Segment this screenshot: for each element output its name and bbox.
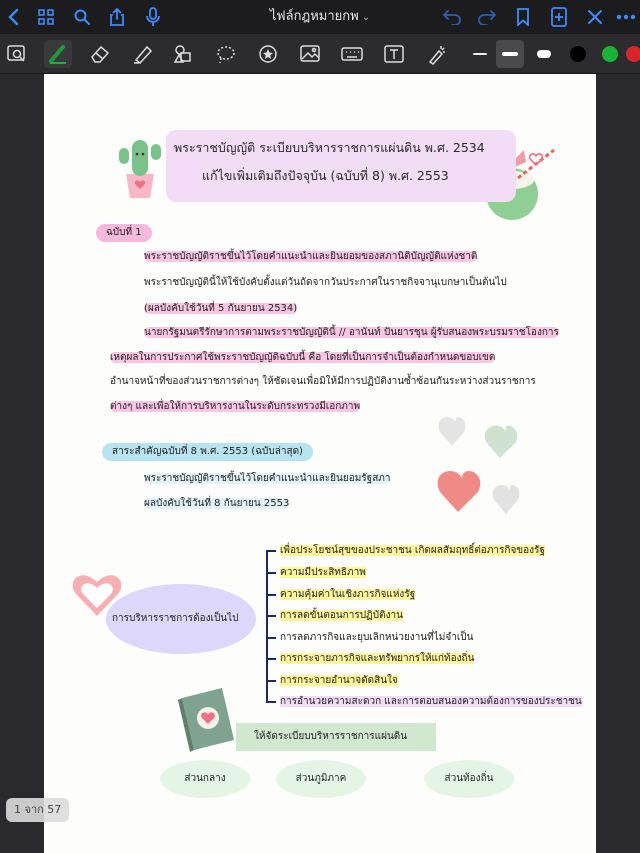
stroke-medium-button[interactable] (496, 40, 524, 68)
search-icon[interactable] (70, 5, 94, 29)
bracket-tick (266, 594, 276, 596)
mindmap-center-label: การบริหารราชการต้องเป็นไป (112, 613, 239, 624)
summary-label: ให้จัดระเบียบบริหารราชการแผ่นดิน (254, 731, 408, 742)
section1-line: พระราชบัญญัติราชขึ้นไว้โดยคำแนะนำและยินยอมของสภานิติบัญญัติแห่งชาติ (144, 251, 478, 262)
mindmap-branch: ความมีประสิทธิภาพ (280, 567, 366, 578)
section2-line: พระราชบัญญัติราชขึ้นไว้โดยคำแนะนำและยินยอมรัฐสภา (144, 473, 391, 484)
mindmap-branch: การกระจายภารกิจและทรัพยากรให้แก่ท้องถิ่น (280, 653, 475, 664)
mindmap-branch: การลดภารกิจและยุบเลิกหน่วยงานที่ไม่จำเป็น (280, 632, 474, 643)
mindmap-branch: ความคุ้มค่าในเชิงภารกิจแห่งรัฐ (280, 589, 416, 600)
right-margin (596, 74, 640, 853)
stroke-thick-button[interactable] (530, 40, 558, 68)
hearts-decoration (432, 408, 562, 528)
section1-badge: ฉบับที่ 1 (96, 224, 152, 242)
document-title-text: ไฟล์กฎหมายกพ (269, 9, 359, 24)
color-black-button[interactable] (564, 40, 592, 68)
grid-icon[interactable] (34, 5, 58, 29)
undo-icon[interactable] (440, 5, 464, 29)
document-title[interactable] (240, 6, 400, 29)
drawing-toolbar (0, 34, 640, 74)
document-heading-line2: แก้ไขเพิ่มเติมถึงปัจจุบัน (ฉบับที่ 8) พ.ศ. 2553 (202, 168, 449, 183)
sticker-icon[interactable] (254, 40, 282, 68)
section1-line: อำนาจหน้าที่ของส่วนราชการต่างๆ ให้ชัดเจนเพื่อมิให้มีการปฏิบัติงานซ้ำซ้อนกันระหว่างส่วนราชการ (110, 376, 536, 387)
highlighter-icon[interactable] (128, 40, 156, 68)
lasso-zoom-icon[interactable] (4, 40, 32, 68)
back-icon[interactable] (2, 5, 26, 29)
section2-badge: สาระสำคัญฉบับที่ 8 พ.ศ. 2553 (ฉบับล่าสุด) (102, 443, 313, 461)
section-central-label: ส่วนกลาง (184, 773, 226, 784)
microphone-icon[interactable] (141, 5, 165, 29)
document-heading-line1: พระราชบัญญัติ ระเบียบบริหารราชการแผ่นดิน พ.ศ. 2534 (174, 140, 485, 155)
bracket-tick (266, 550, 276, 552)
mindmap-branch: การอำนวยความสะดวก และการตอบสนองความต้องการของประชาชน (280, 696, 582, 707)
bracket-tick (266, 658, 276, 660)
bracket-tick (266, 701, 276, 703)
chevron-down-icon: ⌄ (361, 12, 371, 23)
bracket-tick (266, 680, 276, 682)
bracket-tick (266, 572, 276, 574)
more-icon[interactable] (614, 5, 638, 29)
left-margin (0, 74, 44, 853)
book-sticker (174, 684, 242, 756)
bracket-tick (266, 637, 276, 639)
shapes-icon[interactable] (170, 40, 198, 68)
section1-line: (ผลบังคับใช้วันที่ 5 กันยายน 2534) (144, 303, 298, 314)
bookmark-icon[interactable] (511, 5, 535, 29)
section1-line: ต่างๆ และเพื่อให้การบริหารงานในระดับกระทรวงมีเอกภาพ (110, 401, 361, 412)
image-icon[interactable] (296, 40, 324, 68)
top-bar (0, 0, 640, 34)
eraser-icon[interactable] (86, 40, 114, 68)
redo-icon[interactable] (475, 5, 499, 29)
section1-line: เหตุผลในการประกาศใช้พระราชบัญญัติฉบับนี้ คือ โดยที่เป็นการจำเป็นต้องกำหนดขอบเขต (110, 352, 496, 363)
add-page-icon[interactable] (547, 5, 571, 29)
section-regional-label: ส่วนภูมิภาค (295, 773, 347, 784)
cactus-sticker (110, 130, 170, 200)
mindmap-branch: เพื่อประโยชน์สุขของประชาชน เกิดผลสัมฤทธิ์ต่อภารกิจของรัฐ (280, 545, 545, 556)
section1-line: นายกรัฐมนตรีรักษาการตามพระราชบัญญัตินี้ // อานันท์ ปันยารชุน ผู้รับสนองพระบรมราชโองการ (144, 327, 559, 338)
mindmap-branch: การลดขั้นตอนการปฏิบัติงาน (280, 610, 403, 621)
section-local-label: ส่วนท้องถิ่น (444, 773, 494, 784)
color-green-button[interactable] (596, 40, 624, 68)
keyboard-icon[interactable] (338, 40, 366, 68)
color-red-button[interactable] (626, 40, 640, 68)
stroke-thin-button[interactable] (466, 40, 494, 68)
text-box-icon[interactable] (380, 40, 408, 68)
note-page[interactable] (44, 74, 596, 853)
laser-pointer-icon[interactable] (422, 40, 450, 68)
page-indicator[interactable]: 1 จาก 57 (6, 798, 69, 822)
section2-line: ผลบังคับใช้วันที่ 8 กันยายน 2553 (144, 498, 290, 509)
pen-icon[interactable] (44, 40, 72, 68)
mindmap-branch: การกระจายอำนาจตัดสินใจ (280, 675, 398, 686)
share-icon[interactable] (105, 5, 129, 29)
close-icon[interactable] (583, 5, 607, 29)
lasso-icon[interactable] (212, 40, 240, 68)
section1-line: พระราชบัญญัตินี้ให้ใช้บังคับตั้งแต่วันถัดจากวันประกาศในราชกิจจานุเบกษาเป็นต้นไป (144, 277, 507, 288)
bracket-tick (266, 615, 276, 617)
